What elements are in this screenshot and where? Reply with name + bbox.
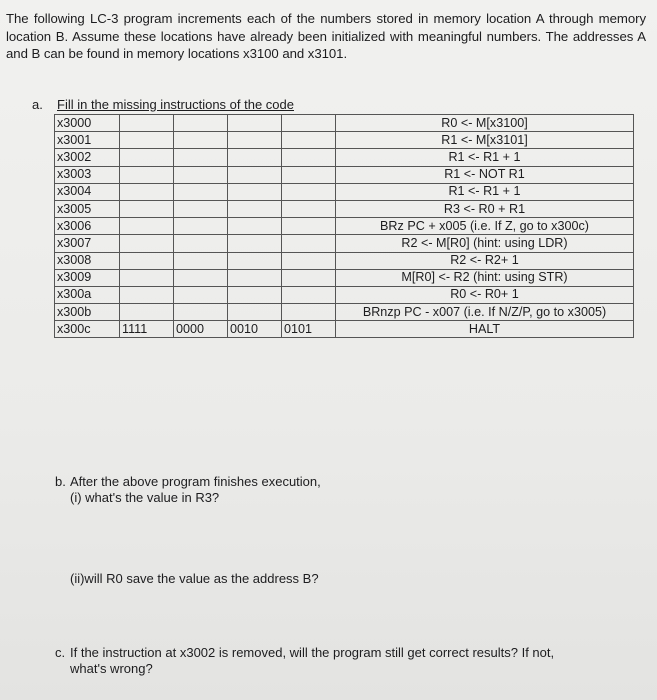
bits-cell[interactable] — [282, 235, 336, 252]
description-cell: R1 <- NOT R1 — [336, 166, 634, 183]
address-cell: x3007 — [55, 235, 120, 252]
part-b-line3: (ii)will R0 save the value as the address B? — [70, 571, 319, 586]
bits-cell[interactable] — [282, 132, 336, 149]
part-a-title: Fill in the missing instructions of the code — [57, 97, 294, 112]
description-cell: R1 <- R1 + 1 — [336, 149, 634, 166]
table-row — [55, 252, 634, 269]
bits-cell[interactable] — [282, 166, 336, 183]
bits-cell[interactable] — [228, 149, 282, 166]
part-c-label: c. — [55, 645, 66, 660]
bits-cell[interactable] — [120, 304, 174, 321]
bits-cell[interactable] — [228, 183, 282, 200]
bits-cell[interactable] — [282, 149, 336, 166]
program-table — [54, 114, 634, 338]
bits-cell[interactable] — [174, 166, 228, 183]
bits-cell[interactable] — [282, 200, 336, 217]
bits-cell[interactable] — [174, 252, 228, 269]
address-cell: x3009 — [55, 269, 120, 286]
table-row — [55, 200, 634, 217]
bits-cell[interactable] — [174, 304, 228, 321]
table-row — [55, 183, 634, 200]
bits-cell[interactable] — [174, 218, 228, 235]
table-row — [55, 321, 634, 338]
address-cell: x3004 — [55, 183, 120, 200]
part-b-line1: After the above program finishes execution, — [70, 474, 321, 489]
description-cell: R0 <- M[x3100] — [336, 115, 634, 132]
bits-cell[interactable] — [120, 166, 174, 183]
bits-cell[interactable] — [228, 132, 282, 149]
description-cell: BRnzp PC - x007 (i.e. If N/Z/P, go to x3005) — [336, 304, 634, 321]
bits-cell[interactable] — [228, 235, 282, 252]
table-row — [55, 286, 634, 303]
description-cell: R1 <- R1 + 1 — [336, 183, 634, 200]
bits-cell[interactable] — [174, 183, 228, 200]
bits-cell[interactable] — [228, 200, 282, 217]
bits-cell[interactable] — [282, 252, 336, 269]
part-b-label: b. — [55, 474, 66, 489]
table-row — [55, 166, 634, 183]
address-cell: x3005 — [55, 200, 120, 217]
description-cell: M[R0] <- R2 (hint: using STR) — [336, 269, 634, 286]
table-row — [55, 132, 634, 149]
bits-cell[interactable]: 0000 — [174, 321, 228, 338]
bits-cell[interactable] — [120, 149, 174, 166]
address-cell: x3001 — [55, 132, 120, 149]
description-cell: R2 <- M[R0] (hint: using LDR) — [336, 235, 634, 252]
intro-paragraph: The following LC-3 program increments each of the numbers stored in memory location A through memory location B. Assume these locations have already been initialized with meaningful numbers. The addresses A and B can be found in memory locations x3100 and x3101. — [6, 11, 646, 61]
bits-cell[interactable] — [120, 200, 174, 217]
bits-cell[interactable] — [282, 183, 336, 200]
description-cell: R3 <- R0 + R1 — [336, 200, 634, 217]
bits-cell[interactable] — [228, 304, 282, 321]
bits-cell[interactable] — [174, 269, 228, 286]
bits-cell[interactable] — [282, 286, 336, 303]
bits-cell[interactable] — [228, 115, 282, 132]
bits-cell[interactable] — [120, 132, 174, 149]
address-cell: x3003 — [55, 166, 120, 183]
bits-cell[interactable] — [120, 235, 174, 252]
description-cell: R1 <- M[x3101] — [336, 132, 634, 149]
bits-cell[interactable] — [228, 286, 282, 303]
bits-cell[interactable] — [174, 149, 228, 166]
part-c-line2: what's wrong? — [70, 661, 153, 676]
bits-cell[interactable] — [120, 252, 174, 269]
description-cell: R2 <- R2+ 1 — [336, 252, 634, 269]
bits-cell[interactable] — [120, 269, 174, 286]
bits-cell[interactable] — [228, 166, 282, 183]
bits-cell[interactable] — [120, 115, 174, 132]
address-cell: x3002 — [55, 149, 120, 166]
address-cell: x300b — [55, 304, 120, 321]
part-b-question — [70, 474, 370, 506]
bits-cell[interactable] — [228, 269, 282, 286]
bits-cell[interactable] — [120, 183, 174, 200]
table-row — [55, 218, 634, 235]
description-cell: BRz PC + x005 (i.e. If Z, go to x300c) — [336, 218, 634, 235]
table-row — [55, 235, 634, 252]
table-row — [55, 304, 634, 321]
bits-cell[interactable] — [282, 304, 336, 321]
bits-cell[interactable] — [282, 269, 336, 286]
bits-cell[interactable] — [174, 200, 228, 217]
part-a-label: a. — [32, 97, 43, 112]
table-row — [55, 149, 634, 166]
address-cell: x300a — [55, 286, 120, 303]
bits-cell[interactable] — [120, 218, 174, 235]
bits-cell[interactable] — [228, 218, 282, 235]
bits-cell[interactable]: 0010 — [228, 321, 282, 338]
bits-cell[interactable] — [228, 252, 282, 269]
description-cell: R0 <- R0+ 1 — [336, 286, 634, 303]
address-cell: x3000 — [55, 115, 120, 132]
part-b-line2: (i) what's the value in R3? — [70, 490, 220, 505]
description-cell: HALT — [336, 321, 634, 338]
address-cell: x300c — [55, 321, 120, 338]
bits-cell[interactable] — [174, 286, 228, 303]
bits-cell[interactable]: 1111 — [120, 321, 174, 338]
bits-cell[interactable] — [282, 115, 336, 132]
bits-cell[interactable] — [120, 286, 174, 303]
bits-cell[interactable] — [174, 115, 228, 132]
bits-cell[interactable] — [174, 235, 228, 252]
table-row — [55, 115, 634, 132]
table-row — [55, 269, 634, 286]
address-cell: x3006 — [55, 218, 120, 235]
bits-cell[interactable] — [282, 218, 336, 235]
part-c-question — [70, 645, 630, 677]
bits-cell[interactable] — [174, 132, 228, 149]
bits-cell[interactable]: 0101 — [282, 321, 336, 338]
part-c-line1: If the instruction at x3002 is removed, will the program still get correct results? If not, — [70, 645, 555, 660]
address-cell: x3008 — [55, 252, 120, 269]
